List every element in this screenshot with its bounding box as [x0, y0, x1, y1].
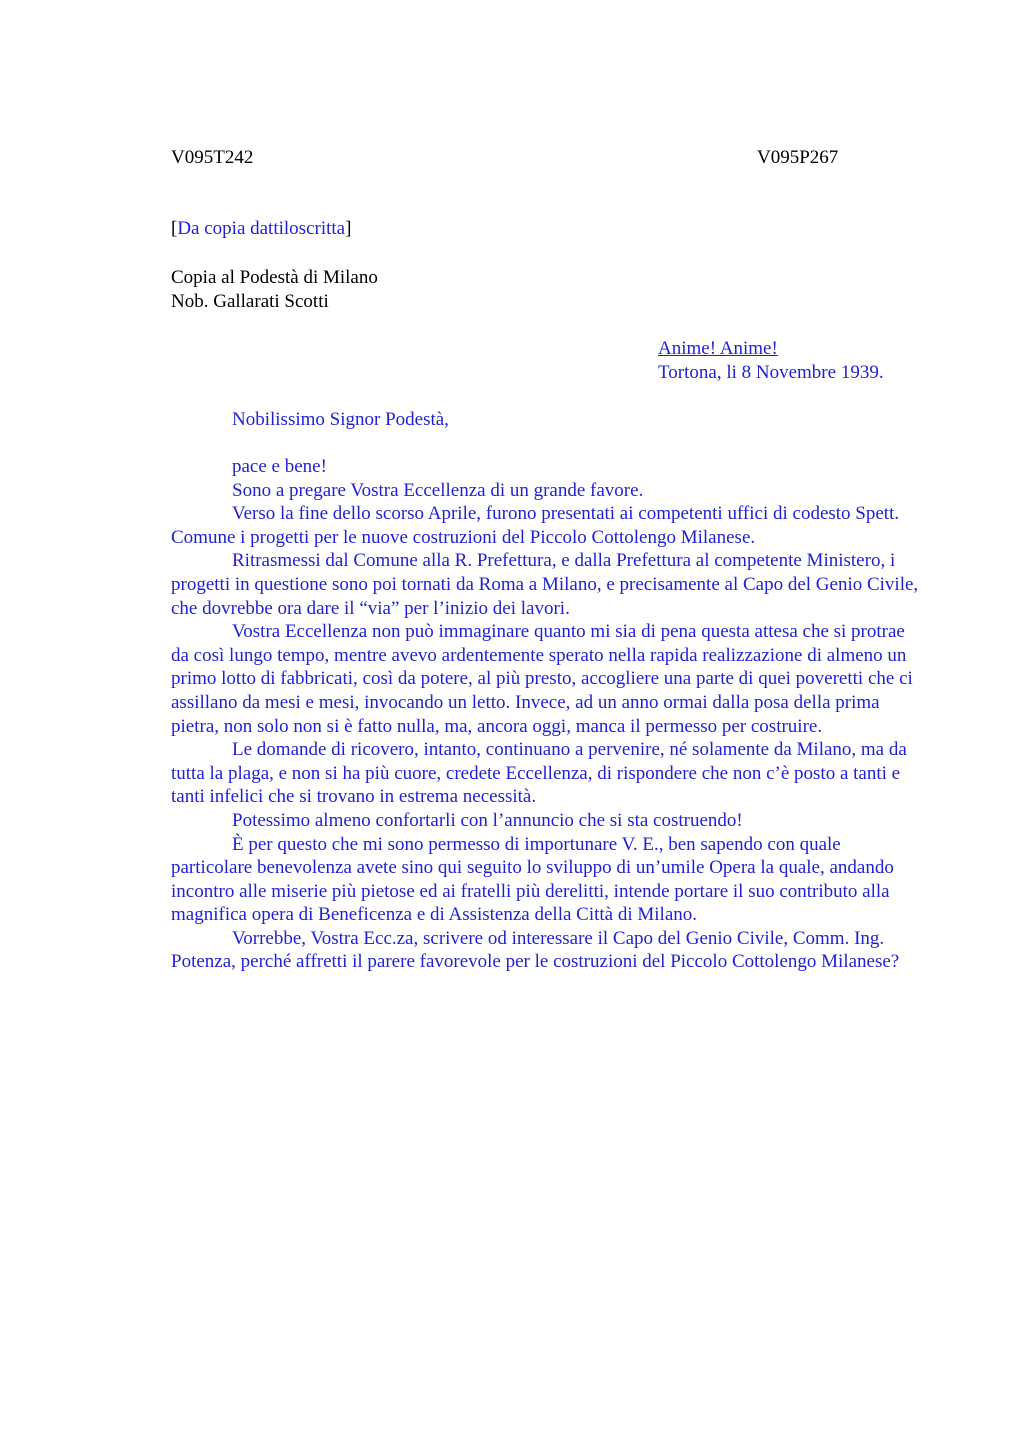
recipient-line-1: Copia al Podestà di Milano	[171, 267, 378, 288]
source-note	[171, 217, 351, 241]
letter-body	[171, 455, 923, 974]
recipient-line-2: Nob. Gallarati Scotti	[171, 291, 329, 312]
body-paragraph: Ritrasmessi dal Comune alla R. Prefettura, e dalla Prefettura al competente Ministero, i progetti in questione sono poi tornati da Roma a Milano, e precisamente al Capo del Genio Civile, che dovrebbe ora dare il “via” per l’inizio dei lavori.	[171, 550, 919, 619]
salutation: Nobilissimo Signor Podestà,	[232, 409, 449, 430]
body-paragraph: Vorrebbe, Vostra Ecc.za, scrivere od interessare il Capo del Genio Civile, Comm. Ing. Potenza, perché affretti il parere favorevole per le costruzioni del Piccolo Cottolengo Milanese?	[171, 927, 900, 973]
place-date: Tortona, li 8 Novembre 1939.	[658, 362, 884, 383]
body-paragraph: Potessimo almeno confortarli con l’annuncio che si sta costruendo!	[232, 809, 743, 831]
body-paragraph: È per questo che mi sono permesso di importunare V. E., ben sapendo con quale particolare benevolenza avete sino qui seguito lo sviluppo di un’umile Opera la quale, andando incontro alle miserie più pietose ed ai fratelli più derelitti, intende portare il suo contributo alla magnifica opera di Beneficenza e di Assistenza della Città di Milano.	[171, 833, 894, 926]
source-note-text: Da copia dattiloscritta	[177, 218, 346, 239]
motto: Anime! Anime!	[658, 338, 778, 359]
body-paragraph: pace e bene!	[232, 456, 327, 477]
body-paragraph: Sono a pregare Vostra Eccellenza di un grande favore.	[232, 479, 644, 501]
body-paragraph: Verso la fine dello scorso Aprile, furono presentati ai competenti uffici di codesto Spett. Comune i progetti per le nuove costruzioni del Piccolo Cottolengo Milanese.	[171, 503, 900, 548]
source-note-close-bracket: ]	[345, 218, 352, 239]
body-paragraph: Vostra Eccellenza non può immaginare quanto mi sia di pena questa attesa che si protrae da così lungo tempo, mentre avevo ardentemente sperato nella rapida realizzazione di almeno un primo lotto di fabbricati, così da potere, al più presto, accogliere una parte di quei poveretti che ci assillano da mesi e mesi, invocando un letto. Invece, ad un anno ormai dalla posa della prima pietra, non solo non si è fatto nulla, ma, ancora oggi, manca il permesso per costruire.	[171, 621, 913, 737]
source-note-open-bracket: [	[171, 218, 178, 239]
document-code-left: V095T242	[171, 147, 254, 168]
document-code-right: V095P267	[757, 147, 839, 168]
body-paragraph: Le domande di ricovero, intanto, continuano a pervenire, né solamente da Milano, ma da tutta la plaga, e non si ha più cuore, credete Eccellenza, di rispondere che non c’è posto a tanti e tanti infelici che si trovano in estrema necessità.	[171, 739, 907, 808]
